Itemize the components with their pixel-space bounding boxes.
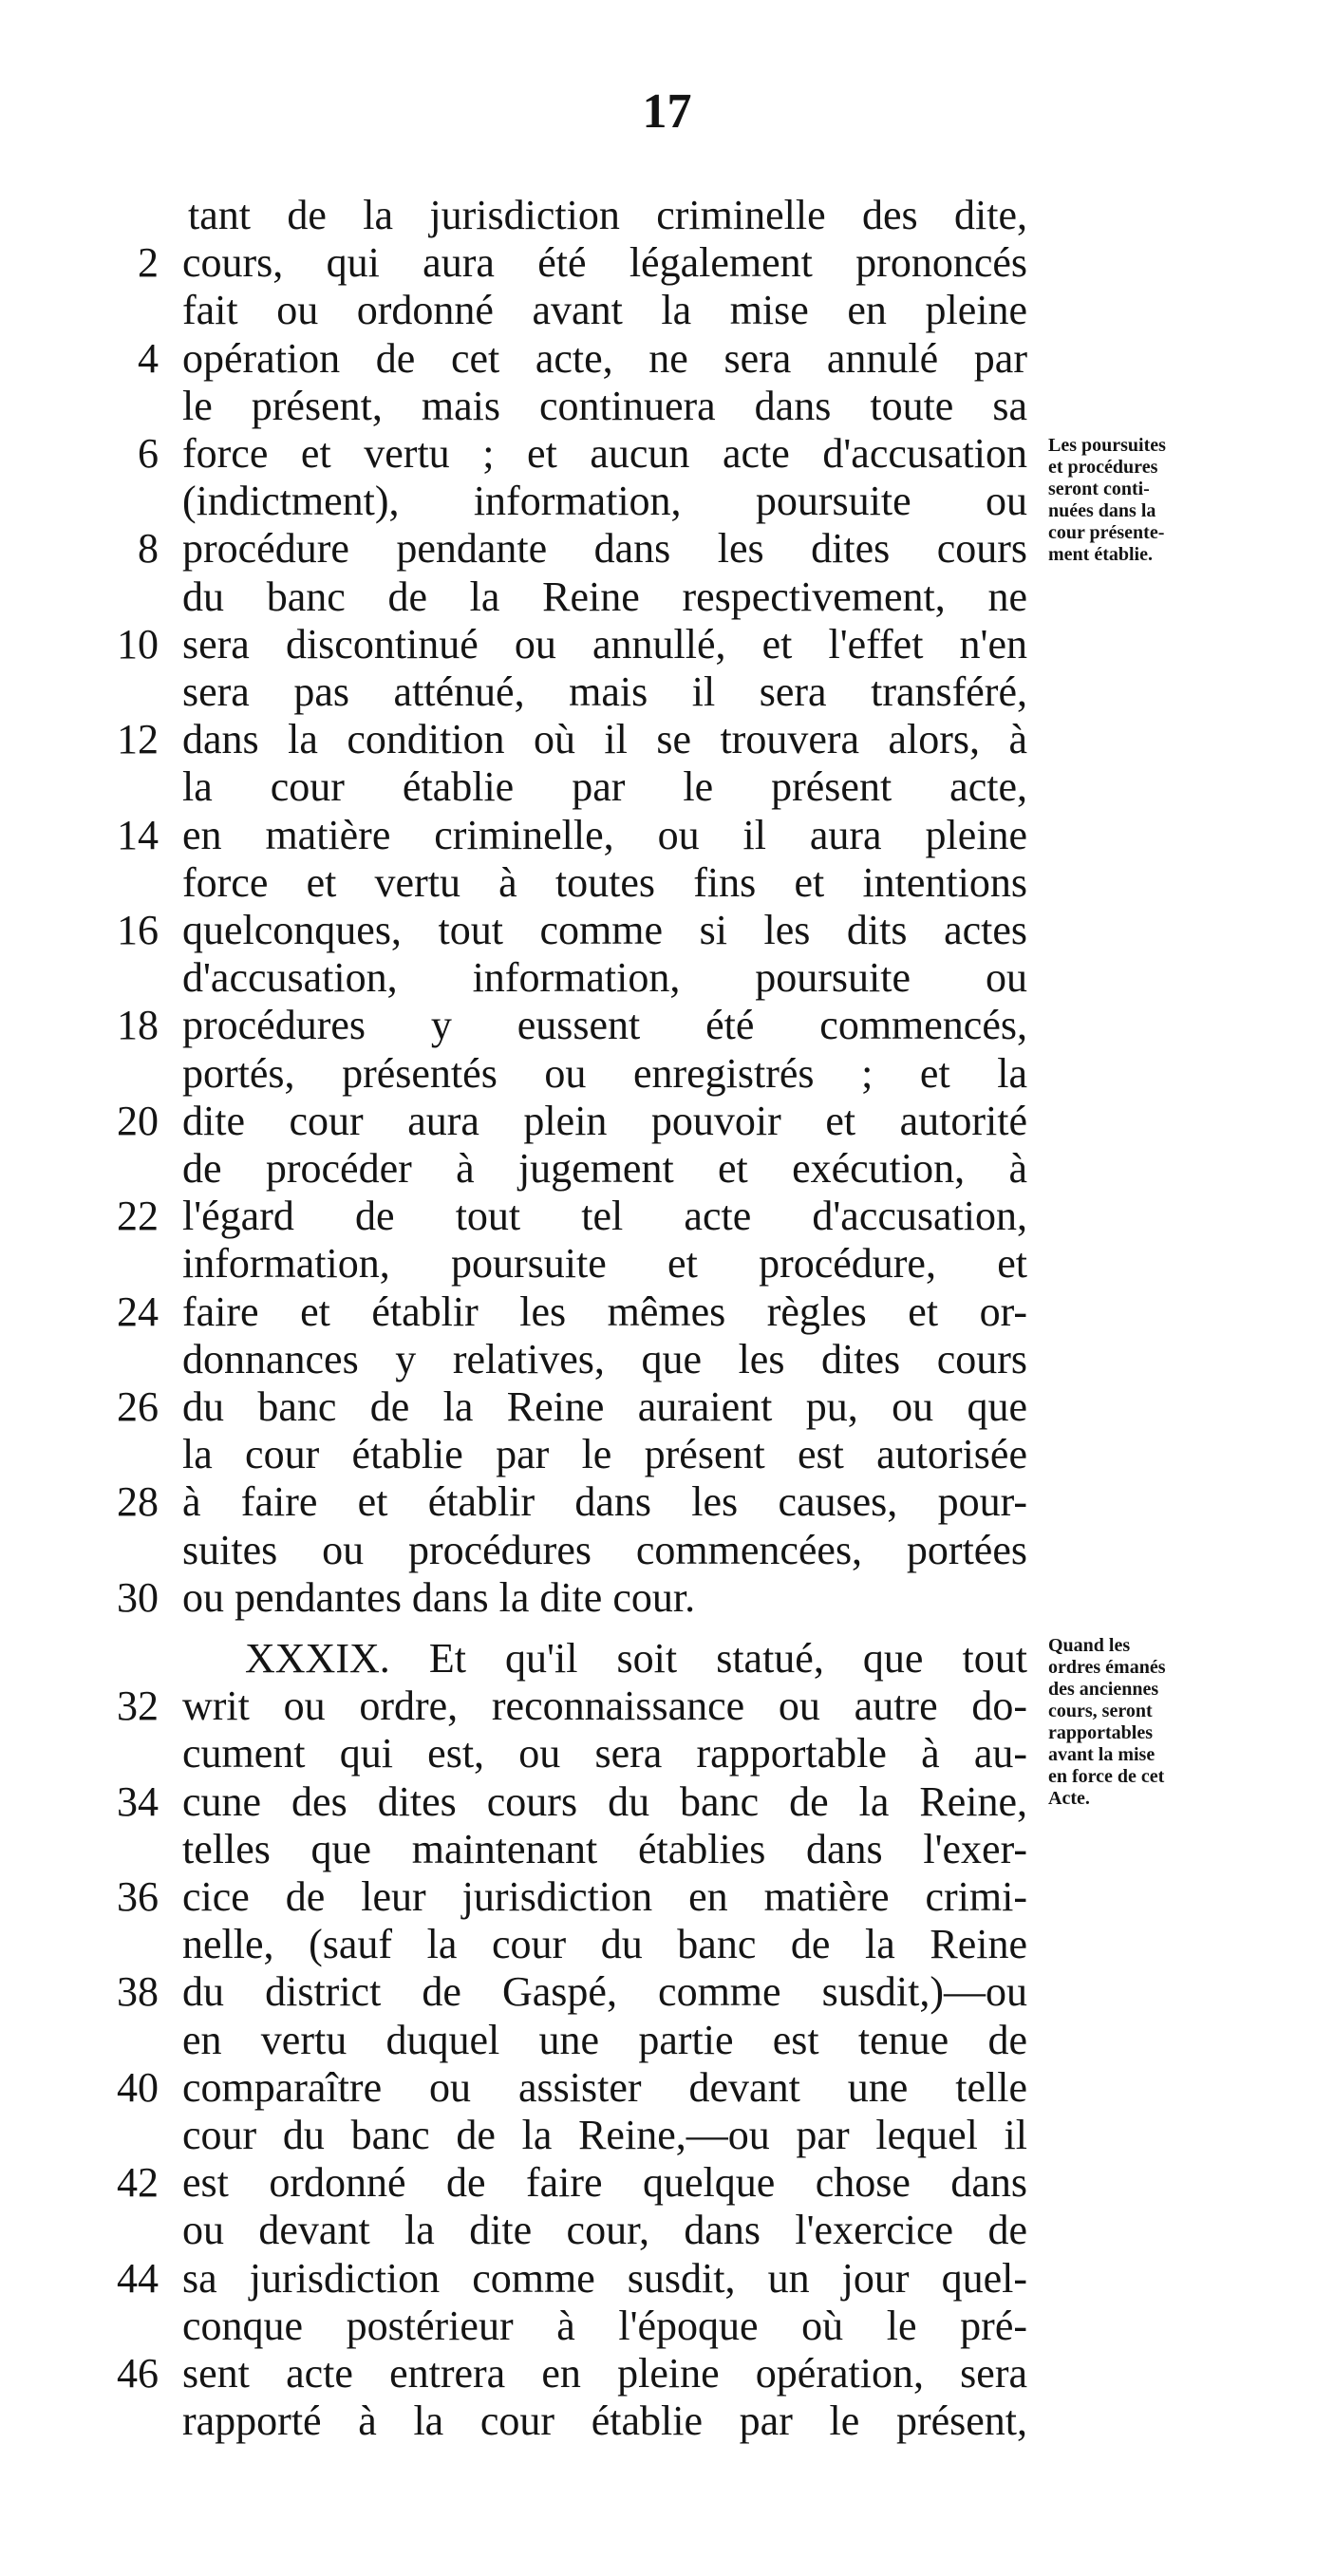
text-line [0,335,1334,383]
margin-note-line: et procédures [1048,457,1158,478]
line-text: cice de leur jurisdiction en matière crimi- [182,1873,1027,1920]
line-number: 2 [138,239,159,287]
line-number: 28 [117,1478,159,1526]
margin-note-line: Quand les [1048,1635,1131,1656]
line-text: procédures y eussent été commencés, [182,1002,1027,1049]
line-text: ou pendantes dans la dite cour. [182,1573,696,1621]
line-text: cour du banc de la Reine,—ou par lequel il [182,2112,1027,2158]
line-number: 20 [117,1097,159,1144]
text-line [0,573,1334,621]
text-line [0,1873,1334,1921]
text-line [0,1288,1334,1336]
line-text: information, poursuite et procédure, et [182,1240,1027,1288]
text-line [0,907,1334,954]
text-line [0,2303,1334,2350]
text-line [0,1336,1334,1383]
line-text: sera discontinué ou annullé, et l'effet n'en [182,620,1027,668]
line-text: en matière criminelle, ou il aura pleine [182,811,1027,858]
line-number: 26 [117,1383,159,1430]
line-text: en vertu duquel une partie est tenue de [182,2016,1027,2063]
margin-note-line: en force de cet [1048,1766,1165,1787]
line-text: du banc de la Reine auraient pu, ou que [182,1383,1027,1430]
text-line [0,239,1334,287]
text-line [0,1574,1334,1622]
line-number: 38 [117,1968,159,2016]
line-text: sa jurisdiction comme susdit, un jour quel- [182,2254,1027,2302]
text-line [0,2255,1334,2303]
text-line [0,383,1334,430]
line-number: 8 [138,525,159,573]
line-number: 42 [117,2159,159,2207]
text-line [0,1098,1334,1145]
line-text: comparaître ou assister devant une telle [182,2063,1027,2111]
page-number: 17 [642,85,692,139]
text-line [0,1527,1334,1574]
margin-note-line: ordres émanés [1048,1657,1166,1678]
line-text: dite cour aura plein pouvoir et autorité [182,1097,1027,1144]
line-text: le présent, mais continuera dans toute sa [182,382,1027,429]
line-text: rapporté à la cour établie par le présent, [182,2397,1027,2445]
line-text: force et vertu à toutes fins et intentions [182,858,1027,906]
margin-note-line: nuées dans la [1048,500,1156,521]
text-line [0,859,1334,907]
text-line [0,2112,1334,2159]
margin-note-line: Acte. [1048,1788,1090,1809]
line-text: à faire et établir dans les causes, pour- [182,1478,1027,1526]
line-text: dans la condition où il se trouvera alors, à [182,716,1027,763]
line-text: portés, présentés ou enregistrés ; et la [182,1049,1027,1097]
line-text: fait ou ordonné avant la mise en pleine [182,287,1027,334]
text-line [0,763,1334,811]
line-text: opération de cet acte, ne sera annulé par [182,334,1027,382]
line-text: conque postérieur à l'époque où le pré- [182,2302,1027,2349]
line-text: suites ou procédures commencées, portées [182,1526,1027,1573]
text-line [0,192,1334,239]
line-text: nelle, (sauf la cour du banc de la Reine [182,1921,1027,1968]
line-text: cune des dites cours du banc de la Reine, [182,1777,1027,1825]
text-line [0,2064,1334,2112]
line-text: quelconques, tout comme si les dits actes [182,907,1027,953]
line-text: XXXIX. Et qu'il soit statué, que tout [245,1635,1027,1682]
text-line [0,1826,1334,1873]
line-text: telles que maintenant établies dans l'exer- [182,1825,1027,1872]
text-line [0,621,1334,668]
text-line [0,1921,1334,1968]
line-number: 44 [117,2254,159,2302]
line-text: sera pas atténué, mais il sera transféré, [182,668,1027,715]
margin-note-line: seront conti- [1048,479,1150,499]
text-line [0,287,1334,334]
line-number: 18 [117,1002,159,1049]
text-line [0,1383,1334,1431]
line-text: cours, qui aura été légalement prononcés [182,239,1027,287]
line-text: force et vertu ; et aucun acte d'accusation [182,430,1027,477]
line-text: d'accusation, information, poursuite ou [182,954,1027,1002]
line-text: de procéder à jugement et exécution, à [182,1145,1027,1192]
text-line [0,668,1334,716]
text-line [0,2397,1334,2445]
text-line [0,2159,1334,2207]
line-text: faire et établir les mêmes règles et or- [182,1288,1027,1335]
line-text: tant de la jurisdiction criminelle des dite, [188,192,1027,238]
text-line [0,1002,1334,1049]
line-number: 10 [117,620,159,668]
text-line [0,1145,1334,1193]
line-text: (indictment), information, poursuite ou [182,478,1027,525]
line-text: du district de Gaspé, comme susdit,)—ou [182,1968,1027,2016]
line-number: 40 [117,2063,159,2111]
text-line [0,2207,1334,2254]
line-number: 12 [117,716,159,763]
text-line [0,1240,1334,1288]
text-line [0,954,1334,1002]
text-line [0,1050,1334,1098]
text-line [0,1478,1334,1526]
line-text: l'égard de tout tel acte d'accusation, [182,1193,1027,1240]
line-number: 24 [117,1288,159,1335]
text-line [0,1968,1334,2016]
line-number: 36 [117,1873,159,1920]
text-line [0,2350,1334,2397]
line-number: 32 [117,1683,159,1730]
margin-note-line: Les poursuites [1048,435,1166,456]
margin-note-line: des anciennes [1048,1679,1159,1700]
line-text: procédure pendante dans les dites cours [182,525,1027,573]
line-text: du banc de la Reine respectivement, ne [182,573,1027,620]
text-line [0,1431,1334,1478]
text-line [0,2017,1334,2064]
line-number: 6 [138,430,159,477]
text-line [0,1193,1334,1240]
line-text: ou devant la dite cour, dans l'exercice de [182,2207,1027,2254]
margin-note-line: ment établie. [1048,544,1153,565]
line-text: donnances y relatives, que les dites cours [182,1335,1027,1382]
margin-note-line: rapportables [1048,1722,1153,1743]
line-number: 16 [117,907,159,953]
text-line [0,716,1334,763]
margin-note-ordres [1048,1635,1262,1810]
line-text: sent acte entrera en pleine opération, sera [182,2350,1027,2397]
line-text: la cour établie par le présent est autorisée [182,1431,1027,1478]
line-number: 14 [117,811,159,858]
line-number: 30 [117,1573,159,1621]
text-line [0,812,1334,859]
line-text: est ordonné de faire quelque chose dans [182,2159,1027,2207]
margin-note-line: cours, seront [1048,1701,1153,1721]
margin-note-poursuites [1048,435,1262,566]
line-text: writ ou ordre, reconnaissance ou autre do- [182,1683,1027,1730]
margin-note-line: avant la mise [1048,1744,1156,1765]
line-number: 34 [117,1777,159,1825]
line-number: 4 [138,334,159,382]
line-text: cument qui est, ou sera rapportable à au- [182,1730,1027,1777]
line-number: 22 [117,1193,159,1240]
line-text: la cour établie par le présent acte, [182,763,1027,811]
margin-note-line: cour présente- [1048,522,1165,543]
line-number: 46 [117,2350,159,2397]
